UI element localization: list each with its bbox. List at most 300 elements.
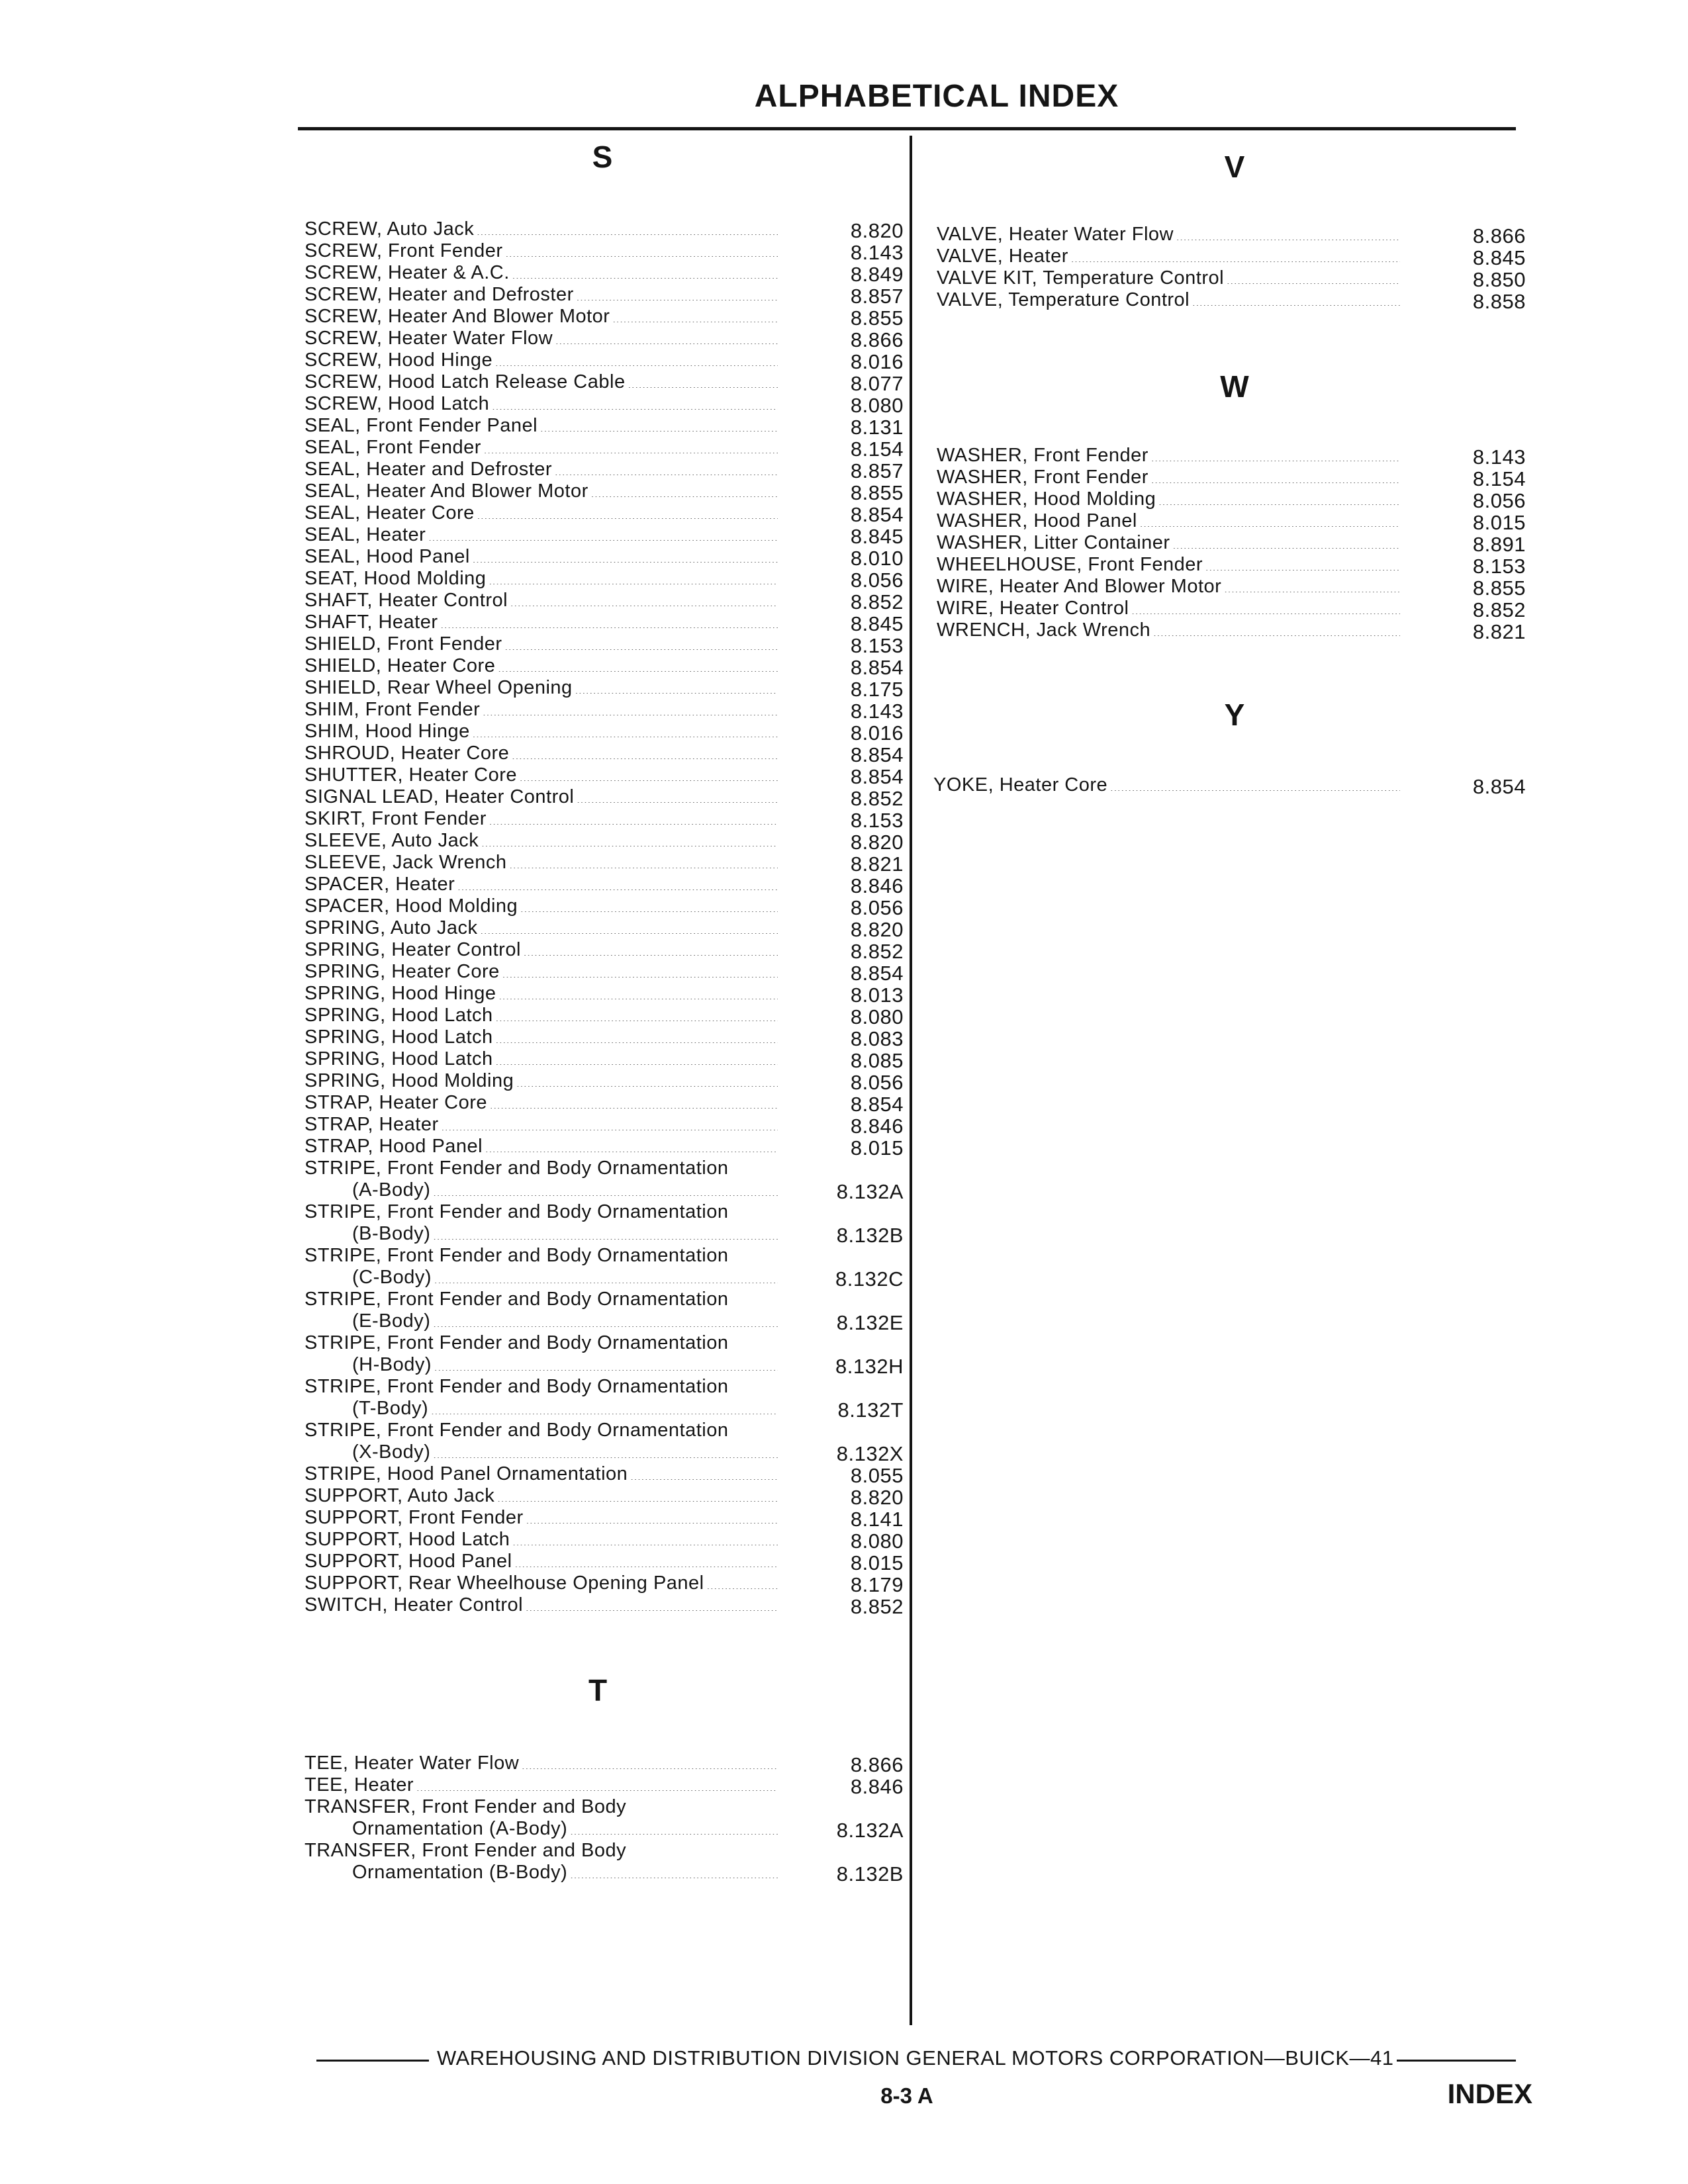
entry-page: 8.845: [1472, 246, 1526, 269]
entry-label: SEAL, Heater: [305, 524, 426, 545]
entry-page: 8.845: [850, 525, 904, 548]
dot-leader: [612, 306, 778, 322]
index-entry: [305, 743, 904, 764]
column-divider: [910, 136, 912, 2025]
entry-page: 8.866: [850, 1753, 904, 1776]
dot-leader: [1071, 246, 1400, 262]
index-entry: [305, 612, 904, 633]
dot-leader: [628, 372, 778, 388]
entry-label: STRIPE, Front Fender and Body Ornamentation: [305, 1201, 729, 1222]
entry-label: WASHER, Front Fender: [937, 445, 1149, 466]
entry-label: STRIPE, Front Fender and Body Ornamentation: [305, 1245, 729, 1266]
entry-page: 8.015: [1472, 511, 1526, 534]
dot-leader: [510, 852, 778, 868]
entry-label: SEAL, Front Fender: [305, 437, 481, 458]
dot-leader: [416, 1775, 778, 1791]
dot-leader: [496, 1027, 778, 1043]
entry-label: SIGNAL LEAD, Heater Control: [305, 786, 575, 807]
index-entry: [305, 1136, 904, 1158]
dot-leader: [570, 1862, 778, 1878]
dot-leader: [496, 1049, 778, 1065]
dot-leader: [496, 1005, 778, 1021]
index-entry: [305, 480, 904, 502]
index-entry: [305, 961, 904, 983]
index-entry: [305, 895, 904, 917]
index-entry: [305, 1507, 904, 1529]
index-entry: [305, 830, 904, 852]
entry-page: 8.854: [850, 1093, 904, 1116]
entry-label: SCREW, Heater and Defroster: [305, 284, 574, 305]
entry-page: 8.015: [850, 1136, 904, 1160]
entry-page: 8.141: [850, 1508, 904, 1531]
index-entry: [305, 502, 904, 524]
index-entry: [305, 1774, 904, 1796]
entry-label: SHAFT, Heater: [305, 612, 438, 633]
entry-page: 8.821: [850, 852, 904, 876]
entry-label-continued: Ornamentation (A-Body): [352, 1818, 568, 1839]
entry-page: 8.013: [850, 983, 904, 1007]
entry-label: SHIELD, Rear Wheel Opening: [305, 677, 573, 698]
entry-label: SEAL, Hood Panel: [305, 546, 470, 567]
entry-label: WIRE, Heater Control: [937, 598, 1129, 619]
index-entry: [305, 1594, 904, 1616]
entry-label: VALVE KIT, Temperature Control: [937, 267, 1225, 289]
index-entry: [305, 568, 904, 590]
dot-leader: [433, 1311, 778, 1327]
entry-page: 8.857: [850, 285, 904, 308]
dot-leader: [502, 962, 778, 978]
dot-leader: [570, 1819, 778, 1835]
dot-leader: [630, 1464, 778, 1480]
index-entry: [305, 1158, 904, 1201]
index-entry: [305, 1840, 904, 1884]
entry-label: SCREW, Heater & A.C.: [305, 262, 510, 283]
entry-label: SPRING, Hood Latch: [305, 1005, 493, 1026]
dot-leader: [512, 1529, 778, 1545]
index-entry: [937, 467, 1526, 488]
entry-label: SHIELD, Front Fender: [305, 633, 502, 655]
dot-leader: [1158, 489, 1400, 505]
index-entry: [305, 240, 904, 262]
entry-page: 8.855: [850, 306, 904, 330]
dot-leader: [434, 1355, 778, 1371]
index-entry: [305, 1376, 904, 1420]
dot-leader: [1153, 620, 1400, 636]
entry-label: SCREW, Front Fender: [305, 240, 503, 261]
entry-label: SEAL, Heater and Defroster: [305, 459, 553, 480]
entry-page: 8.820: [850, 1486, 904, 1509]
index-entry: [305, 415, 904, 437]
index-entry: [937, 576, 1526, 598]
dot-leader: [522, 1753, 778, 1769]
footer-rule-left: [316, 2060, 429, 2062]
entry-page: 8.132A: [836, 1180, 904, 1203]
index-entry: [305, 852, 904, 874]
index-entry: [305, 874, 904, 895]
index-entry: [305, 633, 904, 655]
entry-label: SUPPORT, Hood Latch: [305, 1529, 510, 1550]
index-entry: [305, 1332, 904, 1376]
entry-page: 8.132X: [836, 1442, 904, 1465]
entry-page: 8.854: [850, 962, 904, 985]
index-entry: [305, 218, 904, 240]
index-entry: [305, 459, 904, 480]
entry-page: 8.143: [850, 700, 904, 723]
dot-leader: [510, 590, 778, 606]
index-entry: [305, 917, 904, 939]
dot-leader: [526, 1595, 778, 1611]
entry-label: SHIM, Front Fender: [305, 699, 481, 720]
index-entry: [305, 1572, 904, 1594]
index-entry: [937, 510, 1526, 532]
index-entry: [305, 764, 904, 786]
entry-label-continued: (C-Body): [352, 1267, 432, 1288]
entry-page: 8.056: [850, 1071, 904, 1094]
dot-leader: [520, 765, 778, 781]
dot-leader: [498, 983, 778, 999]
index-entry: [305, 677, 904, 699]
entry-label: SPRING, Hood Hinge: [305, 983, 496, 1004]
entry-page: 8.153: [850, 634, 904, 657]
entry-page: 8.080: [850, 1529, 904, 1553]
index-entry: [305, 284, 904, 306]
entry-label: SUPPORT, Front Fender: [305, 1507, 524, 1528]
index-entry: [305, 1092, 904, 1114]
index-entry: [305, 1005, 904, 1026]
index-entry: [305, 655, 904, 677]
entry-label: SPACER, Hood Molding: [305, 895, 518, 917]
entry-label-continued: (E-Body): [352, 1310, 431, 1332]
index-entry: [937, 267, 1526, 289]
index-entry: [305, 1420, 904, 1463]
entry-page: 8.056: [850, 569, 904, 592]
index-entry: [305, 524, 904, 546]
index-entry: [305, 306, 904, 328]
dot-leader: [512, 263, 778, 279]
entry-page: 8.132T: [837, 1398, 904, 1422]
entry-page: 8.820: [850, 219, 904, 242]
index-entry: [305, 1245, 904, 1289]
entry-label-continued: (T-Body): [352, 1398, 429, 1419]
dot-leader: [1173, 533, 1400, 549]
index-entry: [937, 224, 1526, 246]
dot-leader: [1140, 511, 1400, 527]
entry-label: SEAL, Heater And Blower Motor: [305, 480, 588, 502]
index-entry: [305, 808, 904, 830]
dot-leader: [540, 416, 778, 432]
dot-leader: [489, 809, 778, 825]
entry-label: STRIPE, Front Fender and Body Ornamentation: [305, 1158, 729, 1179]
dot-leader: [492, 394, 778, 410]
dot-leader: [433, 1224, 778, 1240]
entry-page: 8.085: [850, 1049, 904, 1072]
index-entry: [305, 393, 904, 415]
index-entry: [937, 445, 1526, 467]
index-entry: [305, 1752, 904, 1774]
index-entry: [305, 437, 904, 459]
dot-leader: [1192, 290, 1400, 306]
dot-leader: [524, 940, 778, 956]
entry-label: SPRING, Heater Core: [305, 961, 500, 982]
dot-leader: [473, 547, 778, 563]
dot-leader: [433, 1180, 778, 1196]
entry-page: 8.854: [1472, 775, 1526, 798]
dot-leader: [473, 721, 778, 737]
entry-label: STRAP, Heater Core: [305, 1092, 488, 1113]
index-entry: [305, 1796, 904, 1840]
dot-leader: [512, 743, 778, 759]
index-entry: [305, 590, 904, 612]
dot-leader: [577, 285, 778, 300]
index-entry: [937, 554, 1526, 576]
entry-label-continued: (B-Body): [352, 1223, 431, 1244]
entry-label: SPRING, Hood Latch: [305, 1026, 493, 1048]
entry-page: 8.132E: [836, 1311, 904, 1334]
dot-leader: [526, 1508, 778, 1524]
entry-page: 8.132B: [836, 1862, 904, 1886]
entry-label: WIRE, Heater And Blower Motor: [937, 576, 1222, 597]
entry-page: 8.016: [850, 721, 904, 745]
entry-label: VALVE, Heater Water Flow: [937, 224, 1174, 245]
dot-leader: [431, 1398, 778, 1414]
entry-label: SCREW, Hood Hinge: [305, 349, 493, 371]
entry-page: 8.854: [850, 765, 904, 788]
index-entry: [305, 1529, 904, 1551]
entry-label: SKIRT, Front Fender: [305, 808, 487, 829]
entry-label-continued: (A-Body): [352, 1179, 431, 1201]
entry-label: SPRING, Heater Control: [305, 939, 521, 960]
dot-leader: [1151, 445, 1400, 461]
entry-label: SPRING, Hood Molding: [305, 1070, 514, 1091]
entry-page: 8.854: [850, 656, 904, 679]
section-letter-y: Y: [1224, 698, 1245, 732]
dot-leader: [457, 874, 778, 890]
dot-leader: [442, 1115, 778, 1130]
entry-label: STRAP, Hood Panel: [305, 1136, 483, 1157]
entry-page: 8.154: [1472, 467, 1526, 490]
entry-page: 8.852: [850, 590, 904, 614]
dot-leader: [489, 569, 778, 584]
entry-page: 8.153: [850, 809, 904, 832]
index-entry: [305, 328, 904, 349]
entry-page: 8.016: [850, 350, 904, 373]
index-entry: [933, 774, 1526, 796]
entry-label: STRIPE, Front Fender and Body Ornamentation: [305, 1289, 729, 1310]
entry-label: SEAL, Heater Core: [305, 502, 475, 523]
dot-leader: [1131, 598, 1400, 614]
entry-page: 8.852: [850, 787, 904, 810]
index-entry: [305, 1070, 904, 1092]
dot-leader: [1151, 467, 1400, 483]
section-letter-s: S: [592, 140, 613, 174]
dot-leader: [495, 350, 778, 366]
entry-label: SUPPORT, Rear Wheelhouse Opening Panel: [305, 1572, 704, 1594]
entry-label: SPRING, Hood Latch: [305, 1048, 493, 1069]
entry-label: SHIM, Hood Hinge: [305, 721, 470, 742]
entry-label: SHAFT, Heater Control: [305, 590, 508, 611]
index-entry: [305, 1026, 904, 1048]
entry-label: SEAT, Hood Molding: [305, 568, 487, 589]
dot-leader: [516, 1071, 778, 1087]
index-entry: [937, 488, 1526, 510]
dot-leader: [577, 787, 778, 803]
entry-label: SHROUD, Heater Core: [305, 743, 510, 764]
entry-label: SPRING, Auto Jack: [305, 917, 478, 938]
section-letter-v: V: [1224, 150, 1245, 184]
entry-label: VALVE, Heater: [937, 246, 1068, 267]
entry-page: 8.132H: [835, 1355, 904, 1378]
entry-label: SCREW, Hood Latch Release Cable: [305, 371, 626, 392]
entry-page: 8.852: [850, 1595, 904, 1618]
dot-leader: [497, 1486, 778, 1502]
index-entry: [937, 246, 1526, 267]
index-entry: [305, 1201, 904, 1245]
section-s-list: [305, 218, 904, 1616]
dot-leader: [506, 241, 778, 257]
section-v-list: [937, 224, 1526, 311]
entry-page: 8.846: [850, 874, 904, 897]
entry-page: 8.080: [850, 1005, 904, 1028]
dot-leader: [555, 328, 778, 344]
entry-label: TRANSFER, Front Fender and Body: [305, 1796, 627, 1817]
dot-leader: [1224, 576, 1400, 592]
entry-label-continued: Ornamentation (B-Body): [352, 1862, 568, 1883]
entry-page: 8.852: [850, 940, 904, 963]
dot-leader: [1176, 224, 1400, 240]
entry-label: SUPPORT, Hood Panel: [305, 1551, 512, 1572]
index-entry: [305, 1463, 904, 1485]
entry-label: SCREW, Auto Jack: [305, 218, 475, 240]
index-entry: [937, 532, 1526, 554]
entry-page: 8.056: [1472, 489, 1526, 512]
dot-leader: [477, 503, 778, 519]
entry-page: 8.866: [1472, 224, 1526, 248]
index-entry: [305, 1289, 904, 1332]
entry-label: SHUTTER, Heater Core: [305, 764, 518, 786]
section-letter-w: W: [1220, 369, 1249, 404]
entry-label: STRAP, Heater: [305, 1114, 439, 1135]
entry-label: SHIELD, Heater Core: [305, 655, 496, 676]
entry-label: WHEELHOUSE, Front Fender: [937, 554, 1203, 575]
dot-leader: [555, 459, 778, 475]
entry-page: 8.077: [850, 372, 904, 395]
dot-leader: [1205, 555, 1400, 570]
entry-page: 8.153: [1472, 555, 1526, 578]
entry-label: SCREW, Hood Latch: [305, 393, 490, 414]
page-number: 8-3 A: [880, 2083, 933, 2108]
section-letter-t: T: [588, 1673, 608, 1707]
title-rule: [298, 127, 1516, 130]
entry-page: 8.143: [1472, 445, 1526, 469]
section-name: INDEX: [1447, 2078, 1532, 2109]
index-entry: [937, 598, 1526, 619]
dot-leader: [481, 918, 778, 934]
entry-page: 8.845: [850, 612, 904, 635]
dot-leader: [441, 612, 778, 628]
index-entry: [305, 786, 904, 808]
entry-label: SCREW, Heater And Blower Motor: [305, 306, 610, 327]
entry-label: WASHER, Hood Molding: [937, 488, 1156, 510]
entry-page: 8.056: [850, 896, 904, 919]
dot-leader: [484, 437, 778, 453]
section-y-list: [933, 774, 1526, 796]
dot-leader: [591, 481, 778, 497]
entry-page: 8.858: [1472, 290, 1526, 313]
entry-label: WRENCH, Jack Wrench: [937, 619, 1151, 641]
entry-page: 8.850: [1472, 268, 1526, 291]
dot-leader: [485, 1136, 778, 1152]
dot-leader: [477, 219, 778, 235]
entry-page: 8.132A: [836, 1819, 904, 1842]
entry-label: SCREW, Heater Water Flow: [305, 328, 553, 349]
entry-page: 8.821: [1472, 620, 1526, 643]
entry-page: 8.179: [850, 1573, 904, 1596]
entry-label: SEAL, Front Fender Panel: [305, 415, 538, 436]
entry-page: 8.131: [850, 416, 904, 439]
index-entry: [305, 546, 904, 568]
entry-page: 8.820: [850, 831, 904, 854]
dot-leader: [434, 1267, 778, 1283]
entry-page: 8.010: [850, 547, 904, 570]
entry-page: 8.846: [850, 1115, 904, 1138]
entry-page: 8.854: [850, 743, 904, 766]
dot-leader: [575, 678, 778, 694]
entry-page: 8.080: [850, 394, 904, 417]
index-entry: [937, 619, 1526, 641]
index-entry: [305, 983, 904, 1005]
page-title: ALPHABETICAL INDEX: [754, 79, 1119, 114]
dot-leader: [490, 1093, 778, 1109]
section-t-list: [305, 1752, 904, 1884]
index-entry: [937, 289, 1526, 311]
entry-label-continued: (H-Body): [352, 1354, 432, 1375]
entry-page: 8.855: [850, 481, 904, 504]
index-entry: [305, 371, 904, 393]
index-entry: [305, 1048, 904, 1070]
entry-label: SLEEVE, Jack Wrench: [305, 852, 507, 873]
entry-page: 8.866: [850, 328, 904, 351]
entry-page: 8.143: [850, 241, 904, 264]
entry-label: STRIPE, Front Fender and Body Ornamentation: [305, 1332, 729, 1353]
entry-label: SWITCH, Heater Control: [305, 1594, 524, 1615]
entry-page: 8.820: [850, 918, 904, 941]
dot-leader: [433, 1442, 778, 1458]
entry-page: 8.855: [1472, 576, 1526, 600]
entry-label: YOKE, Heater Core: [933, 774, 1108, 796]
entry-page: 8.132C: [835, 1267, 904, 1291]
dot-leader: [483, 700, 778, 715]
entry-page: 8.154: [850, 437, 904, 461]
entry-label: STRIPE, Hood Panel Ornamentation: [305, 1463, 628, 1484]
dot-leader: [1110, 775, 1400, 791]
entry-page: 8.083: [850, 1027, 904, 1050]
entry-page: 8.849: [850, 263, 904, 286]
dot-leader: [1227, 268, 1400, 284]
entry-page: 8.175: [850, 678, 904, 701]
index-entry: [305, 939, 904, 961]
entry-label: STRIPE, Front Fender and Body Ornamentation: [305, 1420, 729, 1441]
entry-label: WASHER, Hood Panel: [937, 510, 1137, 531]
entry-label: WASHER, Front Fender: [937, 467, 1149, 488]
entry-label: TEE, Heater: [305, 1774, 414, 1796]
entry-page: 8.891: [1472, 533, 1526, 556]
dot-leader: [520, 896, 778, 912]
index-entry: [305, 1551, 904, 1572]
entry-label: SPACER, Heater: [305, 874, 455, 895]
index-entry: [305, 721, 904, 743]
entry-page: 8.846: [850, 1775, 904, 1798]
entry-label: TRANSFER, Front Fender and Body: [305, 1840, 627, 1861]
